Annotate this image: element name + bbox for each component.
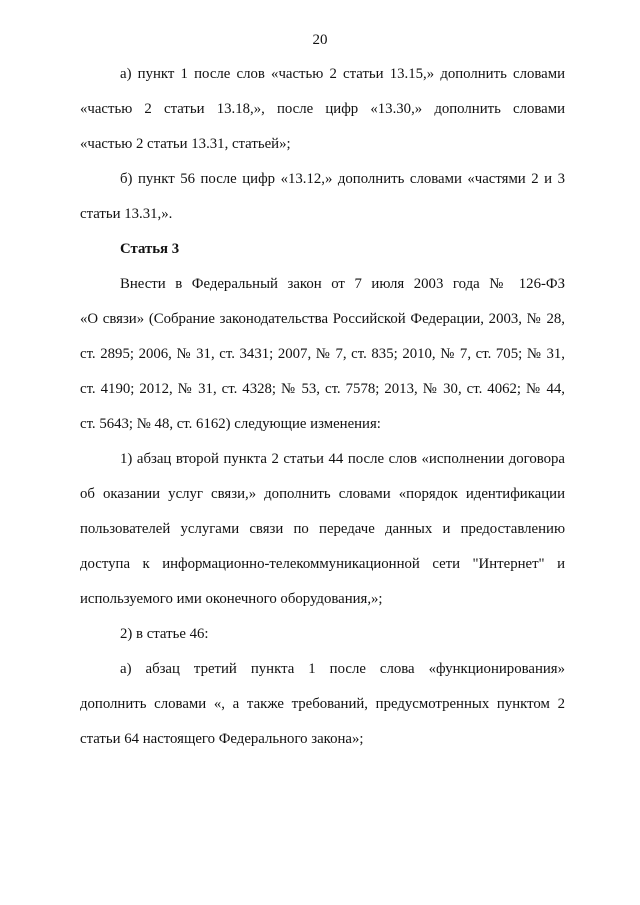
text-line: 2) в статье 46:: [120, 626, 209, 642]
document-body: [80, 66, 565, 766]
text-line: а) пункт 1 после слов «частью 2 статьи 13.15,» дополнить словами: [120, 66, 565, 82]
text-line: дополнить словами «, а также требований, предусмотренных пунктом 2: [80, 696, 565, 712]
text-line: используемого ими оконечного оборудования,»;: [80, 591, 383, 607]
text-line: статьи 64 настоящего Федерального закона»;: [80, 731, 364, 747]
text-line: а) абзац третий пункта 1 после слова «функционирования»: [120, 661, 565, 677]
text-line: ст. 5643; № 48, ст. 6162) следующие изменения:: [80, 416, 381, 432]
article-heading: Статья 3: [120, 241, 180, 257]
page-number: 20: [312, 32, 328, 48]
text-line: «частью 2 статьи 13.18,», после цифр «13.30,» дополнить словами: [80, 101, 565, 117]
text-line: ст. 2895; 2006, № 31, ст. 3431; 2007, № 7, ст. 835; 2010, № 7, ст. 705; № 31,: [80, 346, 565, 362]
text-line: 1) абзац второй пункта 2 статьи 44 после слов «исполнении договора: [120, 451, 565, 467]
text-line: доступа к информационно-телекоммуникационной сети "Интернет" и: [80, 556, 565, 572]
text-line: об оказании услуг связи,» дополнить словами «порядок идентификации: [80, 486, 565, 502]
text-line: ст. 4190; 2012, № 31, ст. 4328; № 53, ст. 7578; 2013, № 30, ст. 4062; № 44,: [80, 381, 565, 397]
text-line: Внести в Федеральный закон от 7 июля 2003 года № 126-ФЗ: [120, 276, 565, 292]
text-line: пользователей услугами связи по передаче данных и предоставлению: [80, 521, 565, 537]
text-line: статьи 13.31,».: [80, 206, 173, 222]
text-line: б) пункт 56 после цифр «13.12,» дополнить словами «частями 2 и 3: [120, 171, 565, 187]
text-line: «О связи» (Собрание законодательства Российской Федерации, 2003, № 28,: [80, 311, 565, 327]
text-line: «частью 2 статьи 13.31, статьей»;: [80, 136, 291, 152]
